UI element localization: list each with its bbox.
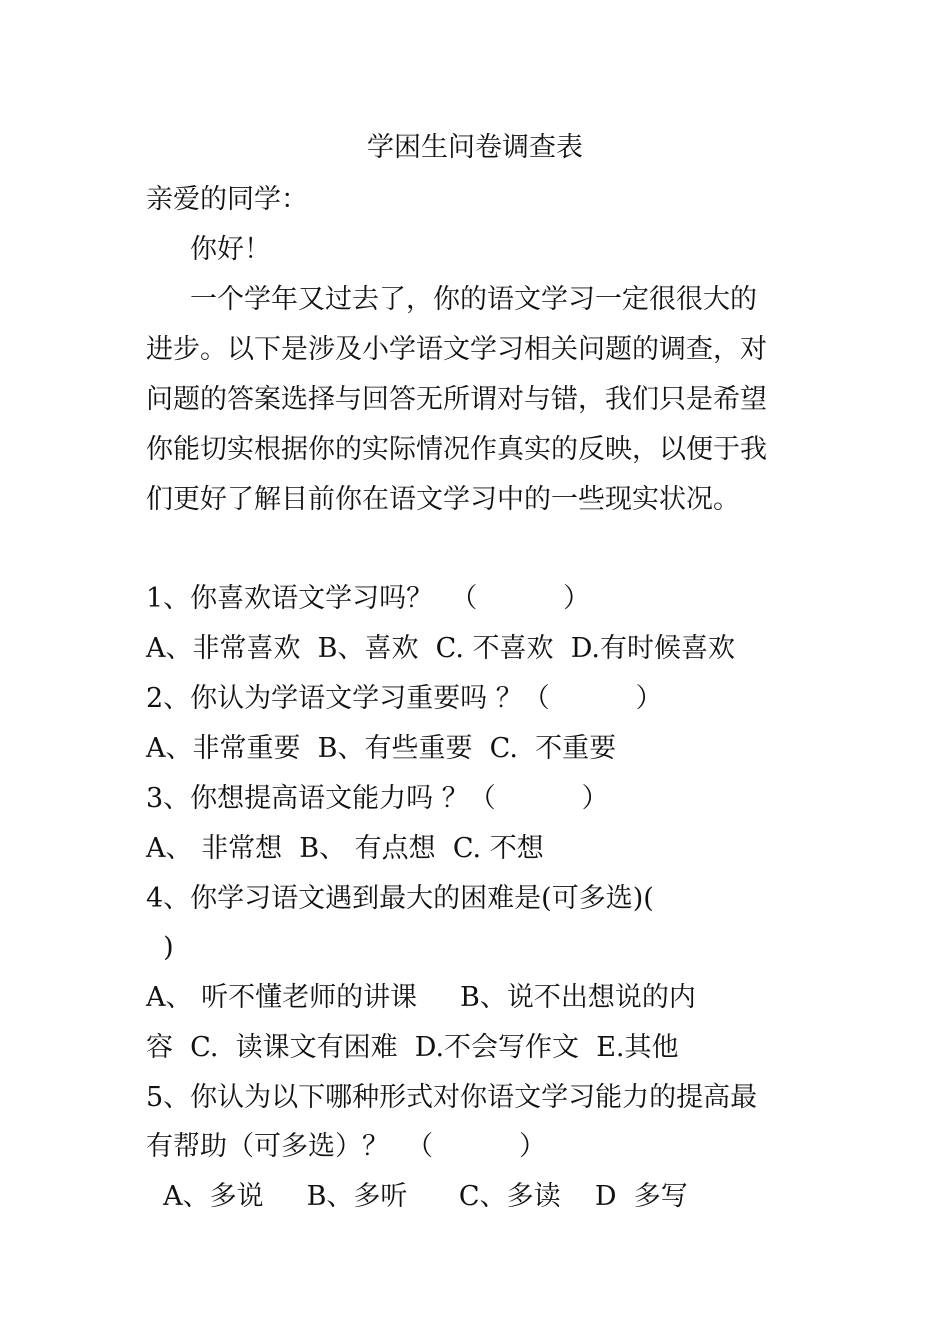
question-3: 3、你想提高语文能力吗 ？（ ）: [146, 783, 609, 814]
question-4-options: A、 听不懂老师的讲课 B、说不出想说的内: [146, 982, 696, 1013]
greeting: 你好！: [190, 234, 271, 265]
question-5-options: A、多说 B、多听 C、多读 D 多写: [146, 1181, 688, 1212]
intro-line: 问题的答案选择与回答无所谓对与错，我们只是希望: [146, 384, 767, 415]
question-2-options: A、非常重要 B、有些重要 C. 不重要: [146, 733, 617, 764]
question-2: 2、你认为学语文学习重要吗 ？（ ）: [146, 683, 663, 714]
question-3-options: A、 非常想 B、 有点想 C. 不想: [146, 833, 544, 864]
question-1: 1、你喜欢语文学习吗？ （ ）: [146, 583, 591, 614]
intro-line: 你能切实根据你的实际情况作真实的反映，以便于我: [146, 434, 767, 465]
document-title: 学困生问卷调查表: [367, 132, 583, 163]
question-5: 5、你认为以下哪种形式对你语文学习能力的提高最: [146, 1082, 758, 1113]
intro-line: 进步。以下是涉及小学语文学习相关问题的调查，对: [146, 334, 767, 365]
salutation: 亲爱的同学：: [146, 184, 308, 215]
intro-line: 们更好了解目前你在语文学习中的一些现实状况。: [146, 484, 740, 515]
question-1-options: A、非常喜欢 B、喜欢 C. 不喜欢 D.有时候喜欢: [146, 633, 735, 664]
intro-line: 一个学年又过去了，你的语文学习一定很很大的: [190, 284, 757, 315]
question-5-cont: 有帮助（可多选）？ （ ）: [146, 1131, 546, 1162]
question-4-cont: ): [146, 932, 174, 963]
question-4-options: 容 C. 读课文有困难 D.不会写作文 E.其他: [146, 1032, 679, 1063]
question-4: 4、你学习语文遇到最大的困难是(可多选)(: [146, 883, 654, 914]
